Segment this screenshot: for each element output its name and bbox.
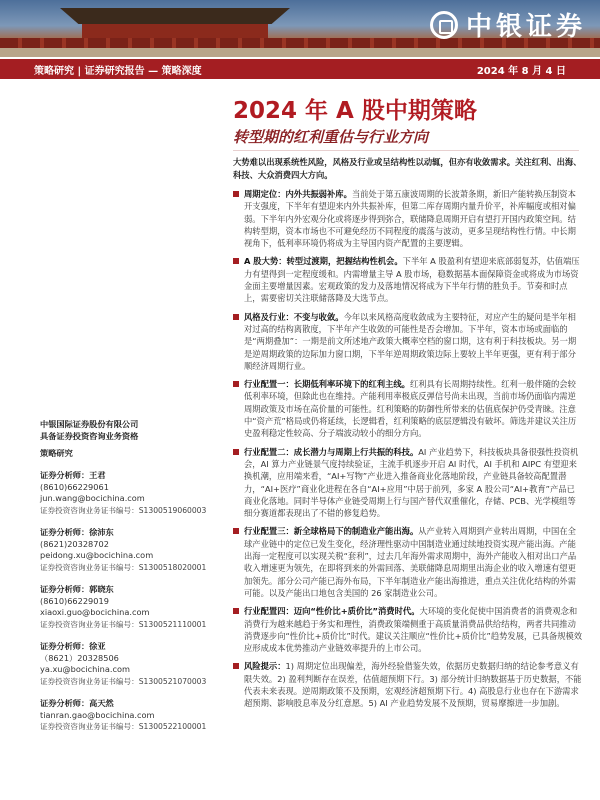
analyst-phone: (8610)66229019 xyxy=(40,595,109,606)
bullet-square-icon xyxy=(233,314,239,320)
brand-name: 中银证券 xyxy=(465,12,586,42)
key-point xyxy=(233,660,583,709)
key-point-text: 红利具有长周期持续性。红利一般伴随的会较低利率环境，但除此也在维持。产能利用率极底反弹信号尚未出现，当前市场仍面临内需逆周期政策及市场在高价量的可能性。红利策略的防御性所带来的估值底保护仍受青睐。注意中“资产荒”格局或仍将延续，长逻辑看，红利策略的底层逻辑没有破坏。筛选并建议关注历史盈利稳定性较高、分子端波动较小的细分方向。 xyxy=(244,379,577,439)
analyst-email[interactable]: ya.xu@bocichina.com xyxy=(40,664,130,674)
key-point-text: 1) 周期定位出现偏差，海外经验借鉴失效，依据历史数据归纳的结论参考意义有限失效。2) 盈利判断存在误差，估值超预期下行。3) 部分统计归纳数据基于历史数据，不能代表未来表现。逆周期政策不及预期，宏观经济超预期下行。4) 高股息行业也存在下游需求超预期、影响股息率及分红意愿。5) AI 产业趋势发展不及预期，贸易摩擦进一步加剧。 xyxy=(244,661,582,709)
analyst-email[interactable]: tianran.gao@bocichina.com xyxy=(40,709,155,720)
key-point-heading: A 股大势：转型过渡期，把握结构性机会。 xyxy=(244,256,403,267)
plaza-graphic xyxy=(0,48,600,57)
key-point-text: 从产业转入周期到产业转出周期，中国在全球产业链中的定位已发生变化，经济理性驱动中国制造业通过续地投资实现产能出海。产能出海一定程度可以实现关税“套利”，过去几年海外需求周期中，海外产能收入相对出口产品收入增速更为领先，在即将到来的外需回落、美联储降息周期里出海企业的收入增速有望更加领先。部分公司产能已海外布局，下半年制造业产能出海推进，重点关注优化结构的外需可能。以及产能出口地包含美国的 26 家制造业公司。 xyxy=(244,526,577,598)
key-point-heading: 行业配置三：新全球格局下的制造业产能出海。 xyxy=(244,526,419,537)
analyst-card xyxy=(40,641,220,687)
analyst-card xyxy=(40,698,220,733)
analyst-phone: (8621)20328702 xyxy=(40,538,109,549)
analyst-card xyxy=(40,584,220,630)
bullet-square-icon xyxy=(233,381,239,387)
header-banner xyxy=(0,0,600,57)
analyst-phone: (8610)66229061 xyxy=(40,481,109,492)
analyst-cert: 证券投资咨询业务证书编号：S1300521070003 xyxy=(40,676,207,686)
key-point xyxy=(233,378,583,439)
analyst-card xyxy=(40,527,220,573)
analyst-cert: 证券投资咨询业务证书编号：S1300522100001 xyxy=(40,722,207,731)
key-point-heading: 行业配置二：成长潜力与周期上行共振的科技。 xyxy=(244,446,419,457)
analyst-cert: 证券投资咨询业务证书编号：S1300519060003 xyxy=(40,505,207,515)
bullet-square-icon xyxy=(233,449,239,455)
analyst-email[interactable]: jun.wang@bocichina.com xyxy=(40,493,145,503)
analyst-phone: （8621）20328506 xyxy=(40,652,119,663)
analyst-name: 证券分析师：王君 xyxy=(40,470,106,480)
author-sidebar xyxy=(40,418,220,733)
key-point xyxy=(233,446,583,520)
report-title: 2024 年 A 股中期策略 xyxy=(233,98,477,124)
boc-logo-icon xyxy=(430,11,458,39)
bullet-square-icon xyxy=(233,528,239,534)
analyst-name: 证券分析师：徐亚 xyxy=(40,641,106,651)
summary-paragraph: 大势难以出现系统性风险，风格及行业或呈结构性以动辄，但亦有收敛需求。关注红利、出海、科技、大众消费四大方向。 xyxy=(233,157,582,180)
palace-roof-graphic xyxy=(60,8,290,24)
analyst-card xyxy=(40,470,220,516)
key-point-text: 下半年 A 股盈利有望迎来底部弱复苏，估值端压力有望得到一定程度缓和。内需增量主导 A 股市场，稳数据基本面保障资金或将成为市场资金面主要增量因素。宏观政策的发力及落地情况将成为下半年行情的胜负手。节奏和时点上，需要密切关注联储落降及大选节点。 xyxy=(244,256,580,304)
key-point-text: 当前处于第五康波周期的长波萧条期，新旧产能转换压制资本开支强度，下半年有望迎来内外共振补库，但第二库存周期内量升价平，补库幅度或相对偏弱。下半年内外宏观分化或将逐步得到弥合，联储降息周期开启有望打开国内政策空间。结构转型期，资本市场也不可避免经历不同程度的震荡与波动，更多呈现结构性行情。中长期视角下，低利率环境仍将成为主导国内资产配置的主要逻辑。 xyxy=(244,189,576,249)
analyst-cert: 证券投资咨询业务证书编号：S1300521110001 xyxy=(40,619,207,629)
bullet-square-icon xyxy=(233,608,239,614)
report-subtitle: 转型期的红利重估与行业方向 xyxy=(233,128,429,146)
key-point-heading: 周期定位：内外共振弱补库。 xyxy=(244,189,352,199)
analyst-name: 证券分析师：高天然 xyxy=(40,698,114,708)
key-points-list xyxy=(233,188,583,716)
analyst-name: 证券分析师：郭晓东 xyxy=(40,584,114,594)
bullet-square-icon xyxy=(233,191,239,197)
key-point-heading: 行业配置四：迈向“性价比+质价比”消费时代。 xyxy=(244,606,420,617)
bullet-square-icon xyxy=(233,663,239,669)
analyst-email[interactable]: xiaoxi.guo@bocichina.com xyxy=(40,607,150,617)
company-name: 中银国际证券股份有限公司 xyxy=(40,419,139,429)
key-point-text: AI 产业趋势下，科技板块具备很强性投资机会，AI 算力产业链景气度持续验证，主流手机逐步开启 AI 时代，AI 手机和 AIPC 有望迎来换机潮，应用端来看，“AI+写物”产业进入推备商业化落地阶段，产业链具备较高配置潜力，“AI+医疗”商业化进程在各自“AI+应用”中居于前列，多家 A 股公司“AI+教育”产品已商业化落地。同时半导体产业链受周期上行与国产替代双重催化，存储、PCB、光学模组等细分赛道都表现出了不错的修复趋势。 xyxy=(244,446,579,519)
key-point xyxy=(233,188,583,249)
key-point-heading: 风格及行业：不变与收敛。 xyxy=(244,311,344,322)
analyst-cert: 证券投资咨询业务证书编号：S1300518020001 xyxy=(40,562,207,572)
bullet-square-icon xyxy=(233,258,239,264)
key-point-text: 今年以来风格高度收敛成为主要特征，对应产生的疑问是半年相对过高的结构离散度，下半年产生收敛的可能性是否会增加。下半年，资本市场或面临的是“两期叠加”：一期是前文所述地产政策大概率空档的窗口期，这有利于科技板块。另一期是逆周期政策的边际加力窗口期，下半年逆周期政策边际上要较上半年更强，更有利于部分顺经济周期行业。 xyxy=(244,311,577,371)
key-point-text: 大环境的变化促使中国消费者的消费观念和消费行为越来越趋于务实和理性，消费政策端侧重于高质量消费品供给结构，两者共同推动消费逐步向“性价比+质价比”时代。建议关注顺应“性价比+质价比”趋势发展，已具备规模效应形成成本优势推动产业链效率提升的上市公司。 xyxy=(244,606,583,654)
key-point-heading: 行业配置一：长期低利率环境下的红利主线。 xyxy=(244,379,410,390)
report-category-bar xyxy=(0,59,600,79)
brand-logo xyxy=(430,6,586,43)
key-point xyxy=(233,605,583,654)
key-point xyxy=(233,525,583,599)
breadcrumb: 策略研究 | 证券研究报告 — 策略深度 xyxy=(34,66,202,77)
key-point-heading: 风险提示： xyxy=(244,661,286,672)
analyst-name: 证券分析师：徐沛东 xyxy=(40,527,114,537)
key-point xyxy=(233,255,583,304)
title-divider xyxy=(233,150,579,151)
report-date: 2024 年 8 月 4 日 xyxy=(476,66,566,77)
company-qualification: 具备证券投资咨询业务资格 xyxy=(40,431,139,441)
key-point xyxy=(233,311,583,372)
analyst-email[interactable]: peidong.xu@bocichina.com xyxy=(40,550,154,560)
research-section: 策略研究 xyxy=(40,448,73,458)
